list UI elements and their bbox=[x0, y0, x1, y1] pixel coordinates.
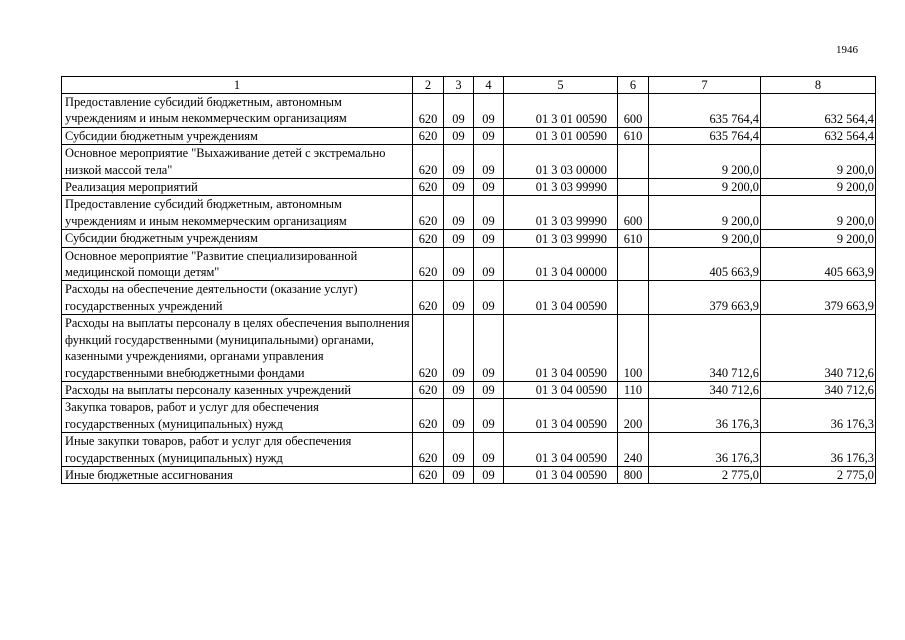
amount-cell: 9 200,0 bbox=[761, 145, 876, 179]
code-cell: 620 bbox=[413, 196, 444, 230]
row-name-cell: Расходы на выплаты персоналу в целях обеспечения выполнения функций государственными (муниципальными) органами, казенными учреждениями, органами управления государственными внебюджетными фондами bbox=[62, 315, 413, 382]
target-article-cell: 01 3 04 00590 bbox=[504, 433, 618, 467]
section-cell: 09 bbox=[444, 145, 474, 179]
amount-cell: 9 200,0 bbox=[761, 230, 876, 247]
amount-cell: 340 712,6 bbox=[761, 315, 876, 382]
subsection-cell: 09 bbox=[474, 399, 504, 433]
section-cell: 09 bbox=[444, 381, 474, 398]
expense-type-cell: 200 bbox=[618, 399, 649, 433]
row-name-cell: Реализация мероприятий bbox=[62, 179, 413, 196]
subsection-cell: 09 bbox=[474, 179, 504, 196]
section-cell: 09 bbox=[444, 94, 474, 128]
section-cell: 09 bbox=[444, 399, 474, 433]
subsection-cell: 09 bbox=[474, 145, 504, 179]
section-cell: 09 bbox=[444, 196, 474, 230]
amount-cell: 36 176,3 bbox=[649, 433, 761, 467]
amount-cell: 340 712,6 bbox=[761, 381, 876, 398]
budget-table bbox=[61, 76, 876, 484]
subsection-cell: 09 bbox=[474, 127, 504, 144]
amount-cell: 9 200,0 bbox=[649, 230, 761, 247]
column-header: 7 bbox=[649, 77, 761, 94]
subsection-cell: 09 bbox=[474, 196, 504, 230]
code-cell: 620 bbox=[413, 381, 444, 398]
amount-cell: 632 564,4 bbox=[761, 127, 876, 144]
amount-cell: 36 176,3 bbox=[761, 399, 876, 433]
target-article-cell: 01 3 04 00590 bbox=[504, 381, 618, 398]
target-article-cell: 01 3 04 00590 bbox=[504, 315, 618, 382]
subsection-cell: 09 bbox=[474, 94, 504, 128]
code-cell: 620 bbox=[413, 145, 444, 179]
table-row bbox=[62, 196, 876, 230]
target-article-cell: 01 3 01 00590 bbox=[504, 94, 618, 128]
expense-type-cell bbox=[618, 247, 649, 281]
column-header: 6 bbox=[618, 77, 649, 94]
amount-cell: 9 200,0 bbox=[649, 196, 761, 230]
table-row bbox=[62, 145, 876, 179]
table-row bbox=[62, 179, 876, 196]
column-header: 2 bbox=[413, 77, 444, 94]
code-cell: 620 bbox=[413, 230, 444, 247]
amount-cell: 340 712,6 bbox=[649, 315, 761, 382]
target-article-cell: 01 3 04 00000 bbox=[504, 247, 618, 281]
subsection-cell: 09 bbox=[474, 381, 504, 398]
code-cell: 620 bbox=[413, 94, 444, 128]
target-article-cell: 01 3 04 00590 bbox=[504, 281, 618, 315]
target-article-cell: 01 3 04 00590 bbox=[504, 399, 618, 433]
section-cell: 09 bbox=[444, 315, 474, 382]
expense-type-cell: 600 bbox=[618, 94, 649, 128]
code-cell: 620 bbox=[413, 247, 444, 281]
row-name-cell: Субсидии бюджетным учреждениям bbox=[62, 127, 413, 144]
code-cell: 620 bbox=[413, 433, 444, 467]
section-cell: 09 bbox=[444, 466, 474, 483]
amount-cell: 405 663,9 bbox=[761, 247, 876, 281]
section-cell: 09 bbox=[444, 230, 474, 247]
amount-cell: 635 764,4 bbox=[649, 94, 761, 128]
expense-type-cell: 800 bbox=[618, 466, 649, 483]
subsection-cell: 09 bbox=[474, 466, 504, 483]
amount-cell: 9 200,0 bbox=[761, 179, 876, 196]
table-row bbox=[62, 281, 876, 315]
amount-cell: 9 200,0 bbox=[761, 196, 876, 230]
table-row bbox=[62, 399, 876, 433]
row-name-cell: Иные закупки товаров, работ и услуг для обеспечения государственных (муниципальных) нужд bbox=[62, 433, 413, 467]
amount-cell: 632 564,4 bbox=[761, 94, 876, 128]
amount-cell: 340 712,6 bbox=[649, 381, 761, 398]
amount-cell: 2 775,0 bbox=[761, 466, 876, 483]
table-row bbox=[62, 94, 876, 128]
code-cell: 620 bbox=[413, 127, 444, 144]
table-row bbox=[62, 381, 876, 398]
column-header: 8 bbox=[761, 77, 876, 94]
table-row bbox=[62, 247, 876, 281]
row-name-cell: Иные бюджетные ассигнования bbox=[62, 466, 413, 483]
row-name-cell: Расходы на обеспечение деятельности (оказание услуг) государственных учреждений bbox=[62, 281, 413, 315]
expense-type-cell: 100 bbox=[618, 315, 649, 382]
subsection-cell: 09 bbox=[474, 315, 504, 382]
amount-cell: 2 775,0 bbox=[649, 466, 761, 483]
code-cell: 620 bbox=[413, 466, 444, 483]
subsection-cell: 09 bbox=[474, 230, 504, 247]
section-cell: 09 bbox=[444, 247, 474, 281]
code-cell: 620 bbox=[413, 399, 444, 433]
subsection-cell: 09 bbox=[474, 433, 504, 467]
amount-cell: 635 764,4 bbox=[649, 127, 761, 144]
section-cell: 09 bbox=[444, 179, 474, 196]
column-header: 3 bbox=[444, 77, 474, 94]
expense-type-cell bbox=[618, 145, 649, 179]
row-name-cell: Предоставление субсидий бюджетным, автономным учреждениям и иным некоммерческим организациям bbox=[62, 94, 413, 128]
amount-cell: 405 663,9 bbox=[649, 247, 761, 281]
target-article-cell: 01 3 03 99990 bbox=[504, 196, 618, 230]
target-article-cell: 01 3 03 00000 bbox=[504, 145, 618, 179]
expense-type-cell: 600 bbox=[618, 196, 649, 230]
amount-cell: 379 663,9 bbox=[761, 281, 876, 315]
code-cell: 620 bbox=[413, 179, 444, 196]
code-cell: 620 bbox=[413, 315, 444, 382]
column-header: 5 bbox=[504, 77, 618, 94]
amount-cell: 9 200,0 bbox=[649, 179, 761, 196]
row-name-cell: Закупка товаров, работ и услуг для обеспечения государственных (муниципальных) нужд bbox=[62, 399, 413, 433]
amount-cell: 379 663,9 bbox=[649, 281, 761, 315]
section-cell: 09 bbox=[444, 127, 474, 144]
code-cell: 620 bbox=[413, 281, 444, 315]
expense-type-cell: 610 bbox=[618, 127, 649, 144]
row-name-cell: Основное мероприятие "Выхаживание детей с экстремально низкой массой тела" bbox=[62, 145, 413, 179]
row-name-cell: Основное мероприятие "Развитие специализированной медицинской помощи детям" bbox=[62, 247, 413, 281]
row-name-cell: Субсидии бюджетным учреждениям bbox=[62, 230, 413, 247]
table-row bbox=[62, 230, 876, 247]
amount-cell: 36 176,3 bbox=[649, 399, 761, 433]
target-article-cell: 01 3 04 00590 bbox=[504, 466, 618, 483]
page-number: 1946 bbox=[836, 44, 858, 56]
section-cell: 09 bbox=[444, 281, 474, 315]
table-row bbox=[62, 433, 876, 467]
column-header: 4 bbox=[474, 77, 504, 94]
expense-type-cell: 240 bbox=[618, 433, 649, 467]
row-name-cell: Расходы на выплаты персоналу казенных учреждений bbox=[62, 381, 413, 398]
section-cell: 09 bbox=[444, 433, 474, 467]
target-article-cell: 01 3 03 99990 bbox=[504, 179, 618, 196]
table-row bbox=[62, 466, 876, 483]
column-header: 1 bbox=[62, 77, 413, 94]
target-article-cell: 01 3 01 00590 bbox=[504, 127, 618, 144]
subsection-cell: 09 bbox=[474, 281, 504, 315]
row-name-cell: Предоставление субсидий бюджетным, автономным учреждениям и иным некоммерческим организациям bbox=[62, 196, 413, 230]
expense-type-cell bbox=[618, 179, 649, 196]
amount-cell: 36 176,3 bbox=[761, 433, 876, 467]
expense-type-cell: 610 bbox=[618, 230, 649, 247]
column-number-row bbox=[62, 77, 876, 94]
table-row bbox=[62, 127, 876, 144]
table-row bbox=[62, 315, 876, 382]
expense-type-cell: 110 bbox=[618, 381, 649, 398]
target-article-cell: 01 3 03 99990 bbox=[504, 230, 618, 247]
subsection-cell: 09 bbox=[474, 247, 504, 281]
amount-cell: 9 200,0 bbox=[649, 145, 761, 179]
expense-type-cell bbox=[618, 281, 649, 315]
